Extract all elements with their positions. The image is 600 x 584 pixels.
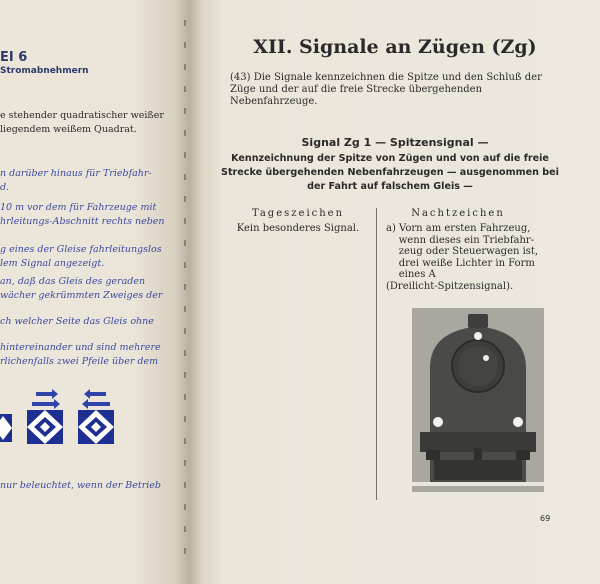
left-page-line: e stehender quadratischer weißer bbox=[0, 110, 164, 121]
left-page-line: d. bbox=[0, 182, 10, 193]
locomotive-illustration bbox=[412, 308, 544, 492]
left-page-line: ch welcher Seite das Gleis ohne bbox=[0, 316, 154, 327]
arrow-icon bbox=[36, 389, 106, 399]
night-text-line: zeug oder Steuerwagen ist, bbox=[386, 246, 539, 257]
left-page-line: liegendem weißem Quadrat. bbox=[0, 124, 137, 135]
night-text-line: (Dreilicht-Spitzensignal). bbox=[386, 280, 514, 292]
left-signal-illustrations bbox=[0, 386, 190, 446]
left-page bbox=[0, 0, 190, 584]
left-page-line: wächer gekrümmten Zweiges der bbox=[0, 290, 163, 301]
left-page-line: rlichenfalls zwei Pfeile über dem bbox=[0, 356, 159, 367]
headlight-right bbox=[513, 417, 523, 427]
signal-heading: Signal Zg 1 — Spitzensignal — bbox=[301, 136, 489, 149]
day-signal-text: Kein besonderes Signal. bbox=[236, 223, 360, 234]
night-text-line: a) Vorn am ersten Fahrzeug, bbox=[386, 223, 531, 234]
left-page-line: 10 m vor dem für Fahrzeuge mit bbox=[0, 202, 157, 213]
left-page-line: EI 6 bbox=[0, 50, 28, 65]
binding-stitch bbox=[184, 20, 186, 560]
night-text-line: eines A bbox=[386, 269, 436, 280]
left-page-line: lem Signal angezeigt. bbox=[0, 258, 105, 269]
headlight-left bbox=[433, 417, 443, 427]
locomotive-icon bbox=[412, 308, 544, 492]
left-page-line: g eines der Gleise fahrleitungslos bbox=[0, 244, 162, 255]
left-page-line: nur beleuchtet, wenn der Betrieb bbox=[0, 480, 161, 491]
night-signal-heading: Nachtzeichen bbox=[411, 208, 505, 219]
intro-paragraph: (43) Die Signale kennzeichnen die Spitze und den Schluß der Züge und der auf die freie Strecke übergehenden Nebenfahrzeuge. bbox=[230, 72, 542, 107]
arrow-icon bbox=[32, 399, 110, 409]
left-page-line: hintereinander und sind mehrere bbox=[0, 342, 161, 353]
day-signal-heading: Tageszeichen bbox=[251, 208, 345, 219]
column-divider bbox=[376, 208, 377, 500]
left-page-line: n darüber hinaus für Triebfahr- bbox=[0, 168, 152, 179]
headlight-top bbox=[474, 332, 482, 340]
night-text-line: drei weiße Lichter in Form bbox=[386, 257, 535, 269]
night-signal-text bbox=[386, 223, 539, 292]
left-page-line: hrleitungs-Abschnitt rechts neben bbox=[0, 216, 165, 227]
night-text-line: wenn dieses ein Triebfahr- bbox=[386, 234, 535, 246]
left-page-line: Stromabnehmern bbox=[0, 66, 89, 76]
right-page bbox=[190, 0, 600, 584]
diamond-sign-icon bbox=[0, 410, 114, 444]
signal-description: Kennzeichnung der Spitze von Zügen und von auf die freie Strecke übergehenden Nebenfahrzeugen — ausgenommen bei der Fahrt auf falschem Gleis — bbox=[221, 153, 559, 192]
page-number: 69 bbox=[540, 514, 551, 523]
left-page-line: an, daß das Gleis des geraden bbox=[0, 276, 146, 287]
page-title: XII. Signale an Zügen (Zg) bbox=[253, 36, 537, 58]
